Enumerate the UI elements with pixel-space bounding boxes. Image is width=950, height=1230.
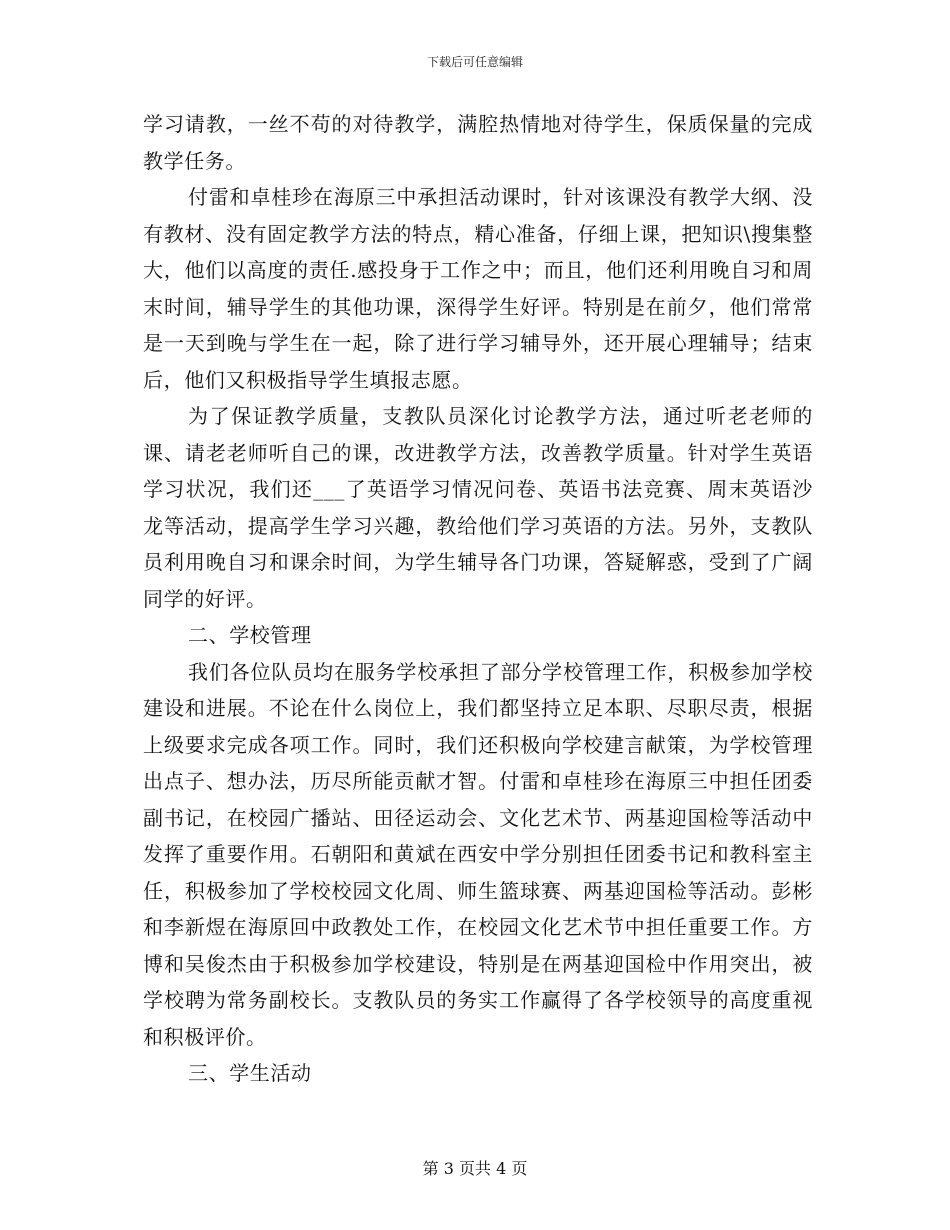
paragraph-teaching-quality: 为了保证教学质量，支教队员深化讨论教学方法，通过听老老师的课、请老老师听自己的课，改进教学方法，改善教学质量。针对学生英语学习状况，我们还___了英语学习情况问卷、英语书法竞赛、周末英语沙龙等活动，提高学生学习兴趣，教给他们学习英语的方法。另外，支教队员利用晚自习和课余时间，为学生辅导各门功课，答疑解惑，受到了广阔同学的好评。 [143, 404, 813, 611]
paragraph-activity-class: 付雷和卓桂珍在海原三中承担活动课时，针对该课没有教学大纲、没有教材、没有固定教学方法的特点，精心准备，仔细上课，把知识\搜集整大，他们以高度的责任.感投身于工作之中；而且，他们还利用晚自习和周末时间，辅导学生的其他功课，深得学生好评。特别是在前夕，他们常常是一天到晚与学生在一起，除了进行学习辅导外，还开展心理辅导；结束后，他们又积极指导学生填报志愿。 [143, 185, 813, 392]
document-body [143, 106, 813, 1092]
section-heading-student-activities: 三、学生活动 [188, 1061, 312, 1085]
section-heading-school-management: 二、学校管理 [188, 623, 312, 647]
page-header: 下载后可任意编辑 [426, 55, 523, 69]
page-footer: 第 3 页共 4 页 [422, 1159, 528, 1178]
paragraph-school-management: 我们各位队员均在服务学校承担了部分学校管理工作，积极参加学校建设和进展。不论在什么岗位上，我们都坚持立足本职、尽职尽责，根据上级要求完成各项工作。同时，我们还积极向学校建言献策，为学校管理出点子、想办法，历尽所能贡献才智。付雷和卓桂珍在海原三中担任团委副书记，在校园广播站、田径运动会、文化艺术节、两基迎国检等活动中发挥了重要作用。石朝阳和黄斌在西安中学分别担任团委书记和教科室主任，积极参加了学校校园文化周、师生篮球赛、两基迎国检等活动。彭彬和李新煜在海原回中政教处工作，在校园文化艺术节中担任重要工作。方博和吴俊杰由于积极参加学校建设，特别是在两基迎国检中作用突出，被学校聘为常务副校长。支教队员的务实工作赢得了各学校领导的高度重视和积极评价。 [143, 659, 813, 1049]
paragraph-continuation: 学习请教，一丝不苟的对待教学，满腔热情地对待学生，保质保量的完成教学任务。 [143, 112, 813, 173]
